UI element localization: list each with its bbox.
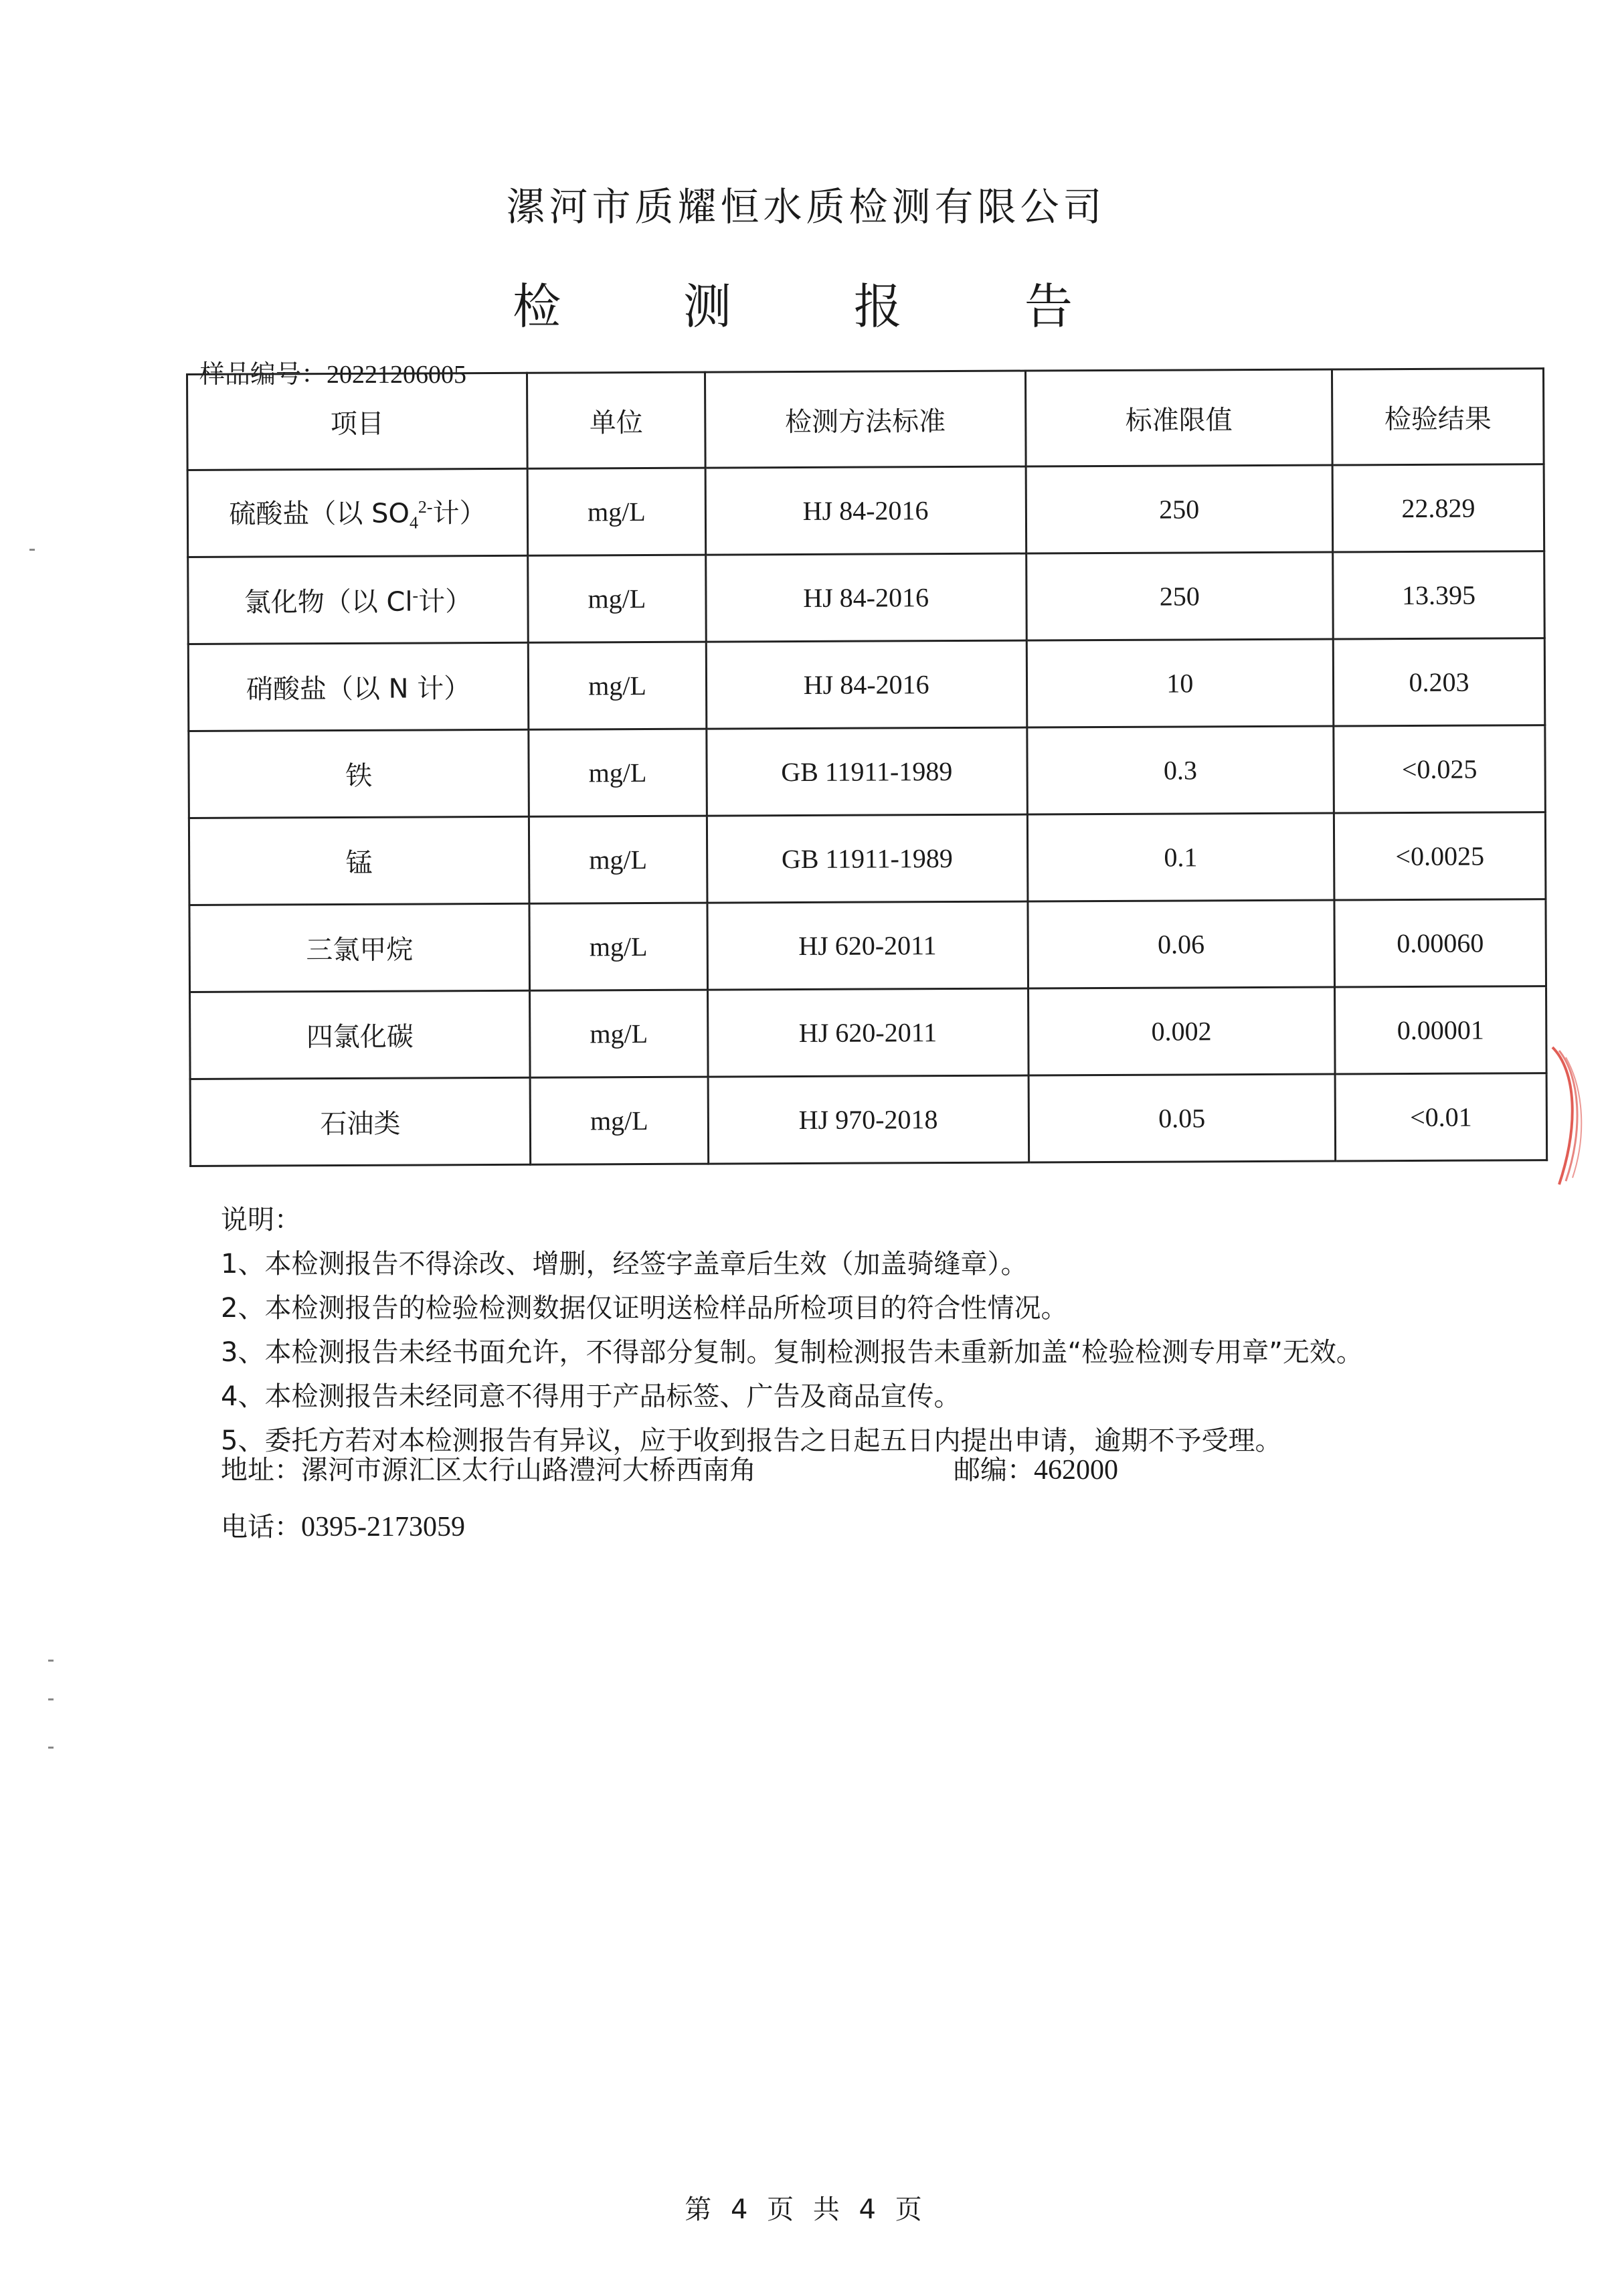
subscript: 4 (409, 513, 419, 533)
cell-item: 四氯化碳 (190, 990, 531, 1079)
header-limit: 标准限值 (1025, 369, 1332, 466)
seam-stamp-mark (1539, 1044, 1593, 1191)
scan-mark (29, 549, 35, 551)
phone-label: 电话： (221, 1512, 301, 1542)
table-row (188, 551, 1545, 644)
cell-limit: 10 (1026, 639, 1334, 727)
report-title: 检 测 报 告 (513, 278, 1126, 335)
cell-method: HJ 970-2018 (708, 1075, 1028, 1164)
cell-unit: mg/L (530, 1077, 708, 1164)
cell-result: 0.00001 (1335, 986, 1546, 1074)
cell-unit: mg/L (528, 555, 706, 642)
header-result: 检验结果 (1332, 369, 1544, 465)
cell-limit: 0.1 (1027, 813, 1334, 901)
phone-value: 0395-2173059 (301, 1512, 465, 1542)
cell-unit: mg/L (529, 729, 707, 816)
address-line (221, 1449, 756, 1487)
cell-item (187, 468, 528, 557)
item-text: 氯化物（以 Cl (244, 586, 413, 618)
note-item: 4、本检测报告未经同意不得用于产品标签、广告及商品宣传。 (221, 1381, 961, 1412)
cell-limit: 0.06 (1027, 900, 1334, 988)
company-name: 漯河市质耀恒水质检测有限公司 (506, 184, 1106, 230)
postcode-value: 462000 (1034, 1455, 1118, 1486)
address-value: 漯河市源汇区太行山路澧河大桥西南角 (301, 1455, 756, 1486)
cell-unit: mg/L (530, 990, 708, 1077)
scan-mark (48, 1660, 54, 1662)
cell-method: HJ 620-2011 (707, 988, 1028, 1077)
cell-item: 锰 (189, 816, 529, 905)
table-row (188, 638, 1545, 731)
item-text-end: 计） (432, 498, 486, 529)
cell-item: 铁 (189, 729, 529, 818)
cell-result: 22.829 (1332, 464, 1544, 552)
cell-method: GB 11911-1989 (707, 814, 1027, 903)
item-text-end: 计） (418, 586, 472, 618)
cell-item: 石油类 (190, 1077, 531, 1166)
superscript: - (412, 586, 419, 606)
page-number: 第 4 页 共 4 页 (685, 2194, 927, 2225)
postcode-line (954, 1449, 1118, 1487)
cell-method: HJ 620-2011 (707, 901, 1028, 990)
cell-result: 0.00060 (1334, 899, 1546, 987)
sample-number-label: 样品编号： (199, 359, 327, 389)
note-item: 3、本检测报告未经书面允许，不得部分复制。复制检测报告未重新加盖“检验检测专用章”无效。 (221, 1337, 1363, 1368)
scan-mark (48, 1747, 54, 1749)
cell-result: <0.0025 (1334, 812, 1546, 900)
cell-unit: mg/L (529, 816, 707, 903)
cell-method: HJ 84-2016 (705, 466, 1026, 555)
header-unit: 单位 (527, 372, 705, 468)
sample-number-value: 20221206005 (327, 361, 467, 389)
cell-item: 三氯甲烷 (189, 903, 530, 992)
cell-result: <0.01 (1335, 1073, 1546, 1161)
cell-method: HJ 84-2016 (706, 640, 1026, 729)
cell-item (188, 555, 529, 644)
note-item: 2、本检测报告的检验检测数据仅证明送检样品所检项目的符合性情况。 (221, 1293, 1068, 1324)
table-row (189, 725, 1546, 818)
cell-limit: 0.05 (1028, 1074, 1336, 1162)
cell-result: <0.025 (1334, 725, 1545, 813)
table-row (187, 464, 1544, 557)
note-item: 5、委托方若对本检测报告有异议，应于收到报告之日起五日内提出申请，逾期不予受理。 (221, 1425, 1282, 1456)
phone-line (221, 1506, 465, 1544)
postcode-label: 邮编： (954, 1455, 1034, 1486)
notes-heading: 说明： (221, 1205, 301, 1235)
table-header-row (187, 369, 1544, 470)
cell-method: HJ 84-2016 (706, 553, 1026, 642)
cell-unit: mg/L (529, 903, 707, 990)
header-method: 检测方法标准 (705, 371, 1025, 468)
cell-unit: mg/L (527, 468, 705, 555)
address-label: 地址： (221, 1455, 301, 1486)
cell-unit: mg/L (528, 642, 706, 729)
cell-method: GB 11911-1989 (707, 727, 1027, 816)
scan-mark (48, 1698, 54, 1700)
table-row (189, 812, 1546, 905)
cell-limit: 0.3 (1026, 726, 1334, 814)
table-row (190, 986, 1547, 1079)
header-item: 项目 (187, 373, 528, 470)
note-item: 1、本检测报告不得涂改、增删，经签字盖章后生效（加盖骑缝章）。 (221, 1249, 1028, 1279)
cell-limit: 0.002 (1028, 987, 1335, 1075)
cell-item: 硝酸盐（以 N 计） (188, 642, 529, 731)
notes-section (221, 1198, 1363, 1463)
results-table (186, 367, 1548, 1167)
cell-limit: 250 (1026, 552, 1333, 640)
table-row (190, 1073, 1547, 1166)
cell-result: 13.395 (1333, 551, 1544, 639)
table-row (189, 899, 1546, 992)
item-text: 硫酸盐（以 SO (229, 498, 410, 530)
cell-limit: 250 (1026, 465, 1333, 553)
superscript: 2- (418, 497, 433, 517)
cell-result: 0.203 (1333, 638, 1544, 726)
